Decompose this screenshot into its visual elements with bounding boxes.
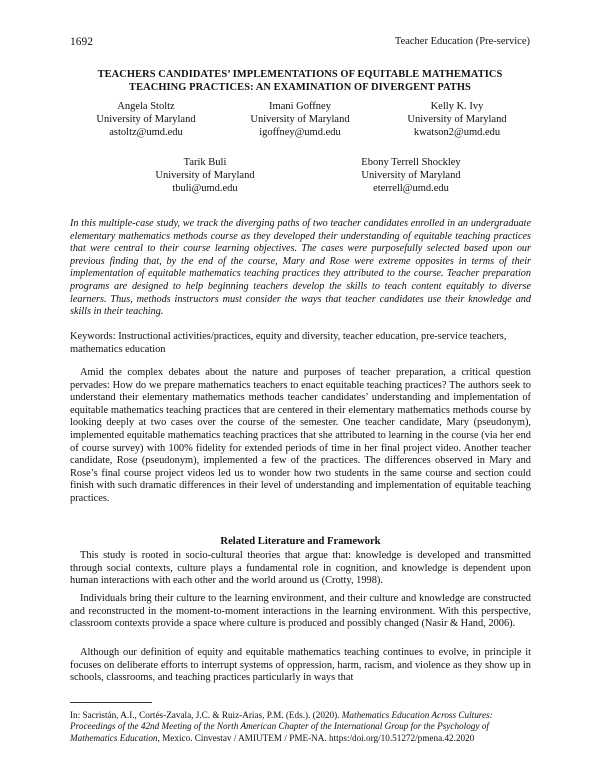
author-block [215,100,385,140]
author-block [326,156,496,196]
author-block [372,100,542,140]
page-number: 1692 [70,36,93,48]
author-affiliation: University of Maryland [96,114,196,126]
title-line-1: TEACHERS CANDIDATES’ IMPLEMENTATIONS OF EQUITABLE MATHEMATICS [97,69,503,80]
author-affiliation: University of Maryland [250,114,350,126]
author-name: Kelly K. Ivy [430,101,484,112]
author-affiliation: University of Maryland [155,170,255,182]
author-affiliation: University of Maryland [407,114,507,126]
author-email: kwatson2@umd.edu [413,127,501,139]
keywords: Keywords: Instructional activities/practices, equity and diversity, teacher education, pre-service teachers, mathematics education [70,331,507,355]
section-heading: Related Literature and Framework [220,536,381,547]
footnote-proceedings-title: Mathematics Education Across Cultures: Proceedings of the 42nd Meeting of the North American Chapter of the International Group for the Psychology of Mathematics Education [70,710,493,743]
body-paragraph: This study is rooted in socio-cultural theories that argue that: knowledge is developed and transmitted through social contexts, culture plays a fundamental role in cognition, and knowledge is dependent upon human interactions with each other and the world around us (Crotty, 1998). [70,550,531,587]
footnote-suffix: , Mexico. Cinvestav / AMIUTEM / PME-NA. https:/doi.org/10.51272/pmena.42.2020 [157,732,475,743]
author-affiliation: University of Maryland [361,170,461,182]
intro-paragraph: Amid the complex debates about the nature and purposes of teacher preparation, a critical question pervades: How do we prepare mathematics teachers to enact equitable teaching practices? The authors seek to understand their elementary mathematics methods teacher candidates’ understanding and implementation of equitable mathematics teaching practices that are centered in their elementary mathematics methods course by looking deeply at two cases over the course of the semester. One teacher candidate, Mary (pseudonym), implemented equitable mathematics teaching practices that she attributed to learning in the course (via her end of course survey) with 100% fidelity for extended periods of time in her final project video. Another teacher candidate, Rose (pseudonym), implemented a few of the practices. The differences observed in Mary and Rose’s final course project videos led us to wonder how two students in the same course and section could finish with such dramatic differences in their level of understanding and implementation of equitable teaching practices. [70,367,531,504]
footnote [70,710,531,744]
paper-title [70,68,530,94]
running-header: Teacher Education (Pre-service) [394,36,530,47]
author-name: Ebony Terrell Shockley [361,157,461,168]
author-name: Angela Stoltz [117,101,175,112]
author-block [120,156,290,196]
author-name: Imani Goffney [269,101,331,112]
author-name: Tarik Buli [183,157,227,168]
author-email: eterrell@umd.edu [373,183,449,195]
title-line-2: TEACHING PRACTICES: AN EXAMINATION OF DIVERGENT PATHS [129,82,471,93]
body-paragraph: Individuals bring their culture to the learning environment, and their culture and knowledge are constructed and reconstructed in the moment-to-moment interactions in the learning environment. With this perspective, classroom contexts provide a space where culture is produced and possibly changed (Nasir & Hand, 2006). [70,593,531,630]
author-email: astoltz@umd.edu [109,127,183,139]
footnote-prefix: In: Sacristán, A.I., Cortés-Zavala, J.C. & Ruiz-Arias, P.M. (Eds.). (2020). [70,710,342,720]
author-block [61,100,231,140]
author-email: igoffney@umd.edu [259,127,341,139]
footnote-rule [70,702,152,703]
author-email: tbuli@umd.edu [172,183,238,195]
abstract: In this multiple-case study, we track the diverging paths of two teacher candidates enrolled in an undergraduate elementary mathematics methods course as they developed their understanding of equitable teaching practices that were central to their course learning objectives. The cases were purposefully selected based upon our previous finding that, by the end of the course, Mary and Rose were extreme opposites in terms of their implementation of equitable mathematics teaching practices they attributed to the course. Teacher preparation programs are designed to help beginning teachers develop the skills to teach content equitably to diverse learners. Thus, methods instructors must consider the ways that teacher candidates use their knowledge and skills in their teaching. [70,218,531,318]
body-paragraph: Although our definition of equity and equitable mathematics teaching continues to evolve, in principle it focuses on deliberate efforts to interrupt systems of oppression, harm, racism, and violence as they show up in schools, classrooms, and teaching practices particularly in ways that [70,647,531,684]
